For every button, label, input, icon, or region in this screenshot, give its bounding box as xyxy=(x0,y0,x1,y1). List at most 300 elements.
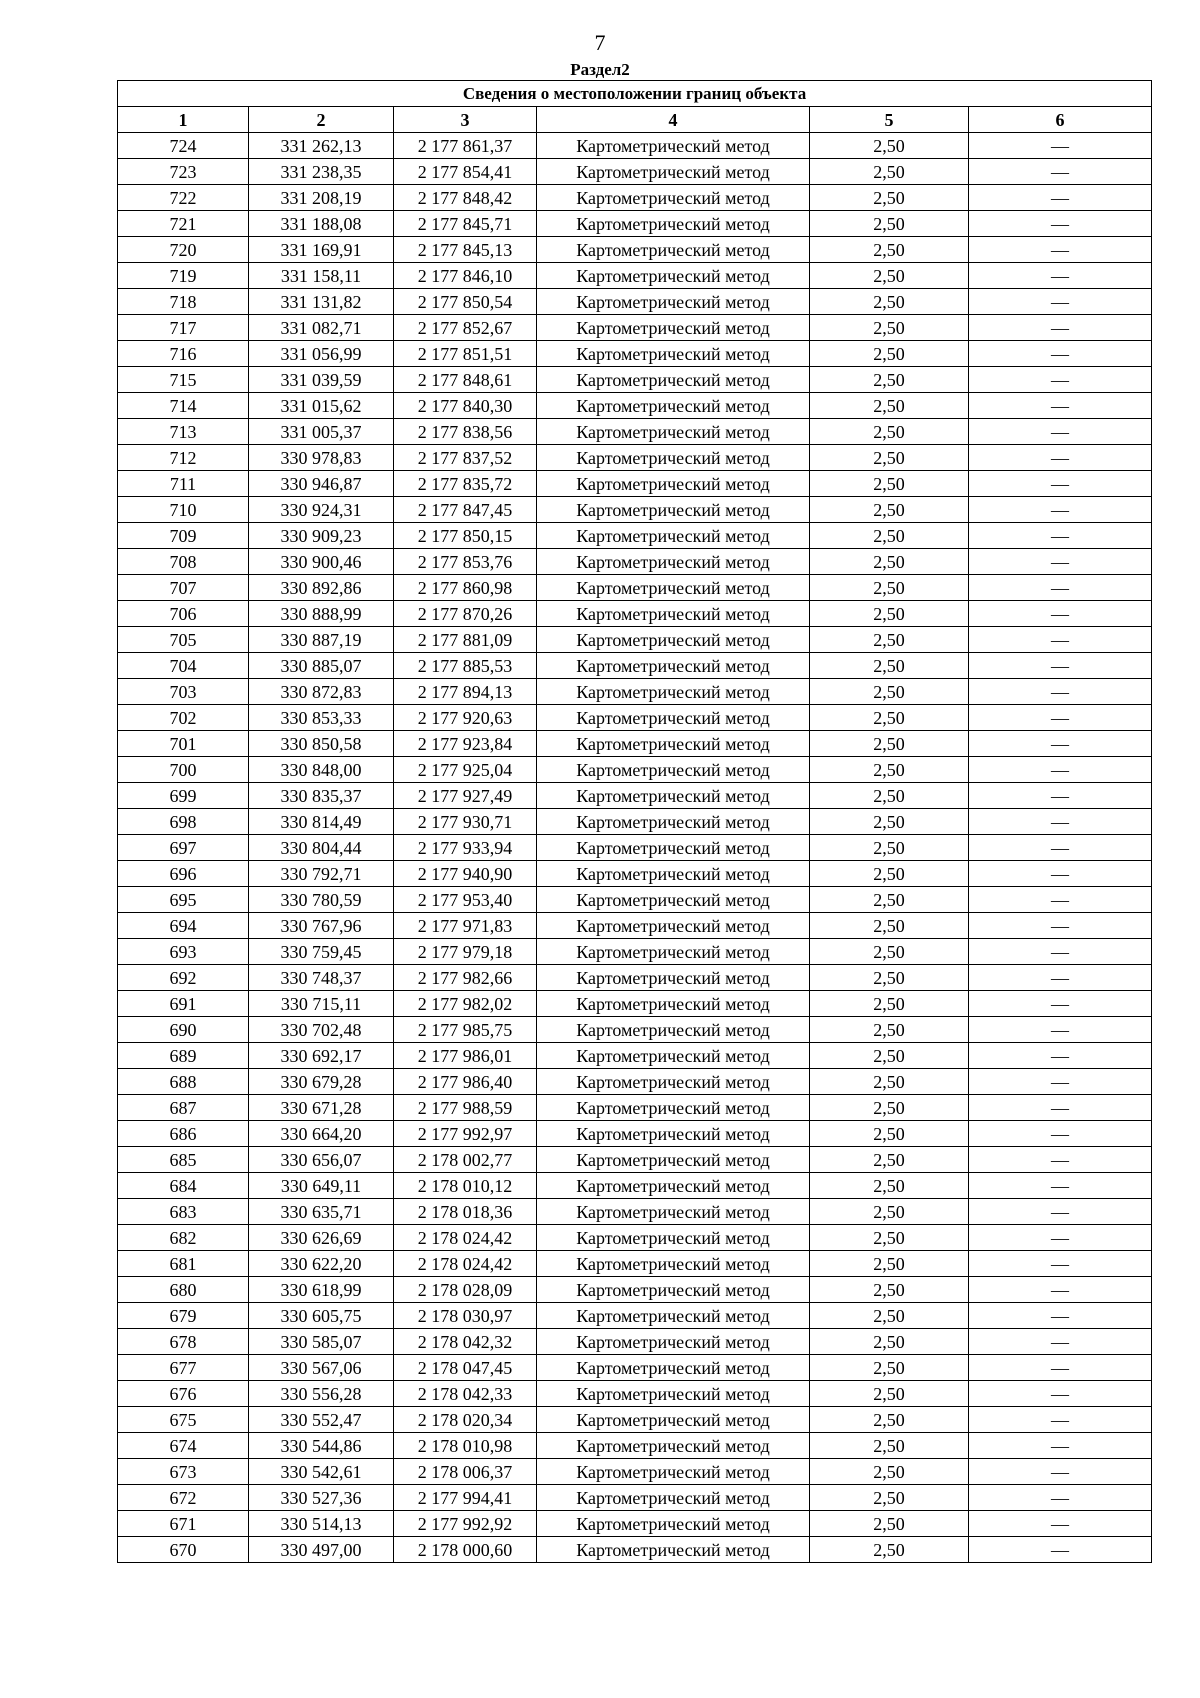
accuracy-cell: 2,50 xyxy=(810,1485,969,1511)
table-row xyxy=(118,1381,1152,1407)
description-cell: — xyxy=(969,367,1152,393)
point-number-cell: 710 xyxy=(118,497,249,523)
point-number-cell: 694 xyxy=(118,913,249,939)
x-coordinate-cell: 330 835,37 xyxy=(249,783,394,809)
point-number-cell: 718 xyxy=(118,289,249,315)
x-coordinate-cell: 330 848,00 xyxy=(249,757,394,783)
x-coordinate-cell: 330 544,86 xyxy=(249,1433,394,1459)
method-cell: Картометрический метод xyxy=(537,133,810,159)
table-row xyxy=(118,679,1152,705)
x-coordinate-cell: 330 872,83 xyxy=(249,679,394,705)
point-number-cell: 676 xyxy=(118,1381,249,1407)
accuracy-cell: 2,50 xyxy=(810,809,969,835)
table-row xyxy=(118,523,1152,549)
accuracy-cell: 2,50 xyxy=(810,1407,969,1433)
accuracy-cell: 2,50 xyxy=(810,315,969,341)
method-cell: Картометрический метод xyxy=(537,939,810,965)
method-cell: Картометрический метод xyxy=(537,1017,810,1043)
method-cell: Картометрический метод xyxy=(537,1459,810,1485)
x-coordinate-cell: 330 885,07 xyxy=(249,653,394,679)
table-row xyxy=(118,1043,1152,1069)
point-number-cell: 673 xyxy=(118,1459,249,1485)
method-cell: Картометрический метод xyxy=(537,1537,810,1563)
y-coordinate-cell: 2 178 028,09 xyxy=(394,1277,537,1303)
description-cell: — xyxy=(969,887,1152,913)
x-coordinate-cell: 330 702,48 xyxy=(249,1017,394,1043)
y-coordinate-cell: 2 178 020,34 xyxy=(394,1407,537,1433)
point-number-cell: 704 xyxy=(118,653,249,679)
point-number-cell: 701 xyxy=(118,731,249,757)
description-cell: — xyxy=(969,185,1152,211)
method-cell: Картометрический метод xyxy=(537,1121,810,1147)
table-row xyxy=(118,705,1152,731)
accuracy-cell: 2,50 xyxy=(810,939,969,965)
method-cell: Картометрический метод xyxy=(537,705,810,731)
y-coordinate-cell: 2 177 850,15 xyxy=(394,523,537,549)
accuracy-cell: 2,50 xyxy=(810,1381,969,1407)
y-coordinate-cell: 2 177 982,02 xyxy=(394,991,537,1017)
point-number-cell: 715 xyxy=(118,367,249,393)
description-cell: — xyxy=(969,705,1152,731)
accuracy-cell: 2,50 xyxy=(810,393,969,419)
column-header: 6 xyxy=(969,107,1152,133)
point-number-cell: 711 xyxy=(118,471,249,497)
accuracy-cell: 2,50 xyxy=(810,549,969,575)
description-cell: — xyxy=(969,653,1152,679)
method-cell: Картометрический метод xyxy=(537,1485,810,1511)
point-number-cell: 670 xyxy=(118,1537,249,1563)
x-coordinate-cell: 330 649,11 xyxy=(249,1173,394,1199)
table-row xyxy=(118,1407,1152,1433)
description-cell: — xyxy=(969,601,1152,627)
table-row xyxy=(118,1511,1152,1537)
accuracy-cell: 2,50 xyxy=(810,1303,969,1329)
description-cell: — xyxy=(969,523,1152,549)
method-cell: Картометрический метод xyxy=(537,809,810,835)
x-coordinate-cell: 330 567,06 xyxy=(249,1355,394,1381)
method-cell: Картометрический метод xyxy=(537,1277,810,1303)
x-coordinate-cell: 330 552,47 xyxy=(249,1407,394,1433)
y-coordinate-cell: 2 177 920,63 xyxy=(394,705,537,731)
method-cell: Картометрический метод xyxy=(537,523,810,549)
y-coordinate-cell: 2 177 835,72 xyxy=(394,471,537,497)
method-cell: Картометрический метод xyxy=(537,1511,810,1537)
description-cell: — xyxy=(969,1485,1152,1511)
method-cell: Картометрический метод xyxy=(537,1225,810,1251)
column-header: 4 xyxy=(537,107,810,133)
y-coordinate-cell: 2 178 018,36 xyxy=(394,1199,537,1225)
description-cell: — xyxy=(969,1147,1152,1173)
y-coordinate-cell: 2 178 010,12 xyxy=(394,1173,537,1199)
description-cell: — xyxy=(969,549,1152,575)
table-row xyxy=(118,159,1152,185)
x-coordinate-cell: 330 888,99 xyxy=(249,601,394,627)
description-cell: — xyxy=(969,1199,1152,1225)
accuracy-cell: 2,50 xyxy=(810,237,969,263)
y-coordinate-cell: 2 177 860,98 xyxy=(394,575,537,601)
accuracy-cell: 2,50 xyxy=(810,757,969,783)
accuracy-cell: 2,50 xyxy=(810,1043,969,1069)
method-cell: Картометрический метод xyxy=(537,393,810,419)
x-coordinate-cell: 331 238,35 xyxy=(249,159,394,185)
description-cell: — xyxy=(969,1381,1152,1407)
point-number-cell: 678 xyxy=(118,1329,249,1355)
page-number: 7 xyxy=(594,30,606,55)
accuracy-cell: 2,50 xyxy=(810,1537,969,1563)
table-row xyxy=(118,939,1152,965)
point-number-cell: 719 xyxy=(118,263,249,289)
accuracy-cell: 2,50 xyxy=(810,965,969,991)
table-caption: Сведения о местоположении границ объекта xyxy=(118,81,1152,107)
table-row xyxy=(118,1173,1152,1199)
point-number-cell: 714 xyxy=(118,393,249,419)
description-cell: — xyxy=(969,1069,1152,1095)
x-coordinate-cell: 330 679,28 xyxy=(249,1069,394,1095)
point-number-cell: 724 xyxy=(118,133,249,159)
y-coordinate-cell: 2 178 024,42 xyxy=(394,1251,537,1277)
method-cell: Картометрический метод xyxy=(537,835,810,861)
point-number-cell: 675 xyxy=(118,1407,249,1433)
point-number-cell: 686 xyxy=(118,1121,249,1147)
method-cell: Картометрический метод xyxy=(537,757,810,783)
y-coordinate-cell: 2 178 047,45 xyxy=(394,1355,537,1381)
accuracy-cell: 2,50 xyxy=(810,1199,969,1225)
point-number-cell: 717 xyxy=(118,315,249,341)
table-row xyxy=(118,1017,1152,1043)
description-cell: — xyxy=(969,1095,1152,1121)
table-row xyxy=(118,1121,1152,1147)
x-coordinate-cell: 331 169,91 xyxy=(249,237,394,263)
method-cell: Картометрический метод xyxy=(537,913,810,939)
accuracy-cell: 2,50 xyxy=(810,159,969,185)
table-row xyxy=(118,133,1152,159)
description-cell: — xyxy=(969,1303,1152,1329)
x-coordinate-cell: 330 656,07 xyxy=(249,1147,394,1173)
accuracy-cell: 2,50 xyxy=(810,1355,969,1381)
table-row xyxy=(118,1069,1152,1095)
point-number-cell: 688 xyxy=(118,1069,249,1095)
y-coordinate-cell: 2 177 971,83 xyxy=(394,913,537,939)
point-number-cell: 696 xyxy=(118,861,249,887)
method-cell: Картометрический метод xyxy=(537,1407,810,1433)
description-cell: — xyxy=(969,731,1152,757)
accuracy-cell: 2,50 xyxy=(810,133,969,159)
accuracy-cell: 2,50 xyxy=(810,367,969,393)
point-number-cell: 683 xyxy=(118,1199,249,1225)
x-coordinate-cell: 330 748,37 xyxy=(249,965,394,991)
y-coordinate-cell: 2 177 840,30 xyxy=(394,393,537,419)
method-cell: Картометрический метод xyxy=(537,237,810,263)
y-coordinate-cell: 2 177 986,01 xyxy=(394,1043,537,1069)
accuracy-cell: 2,50 xyxy=(810,861,969,887)
method-cell: Картометрический метод xyxy=(537,1329,810,1355)
x-coordinate-cell: 330 900,46 xyxy=(249,549,394,575)
y-coordinate-cell: 2 177 985,75 xyxy=(394,1017,537,1043)
y-coordinate-cell: 2 178 042,33 xyxy=(394,1381,537,1407)
table-row xyxy=(118,783,1152,809)
method-cell: Картометрический метод xyxy=(537,887,810,913)
description-cell: — xyxy=(969,783,1152,809)
description-cell: — xyxy=(969,1537,1152,1563)
point-number-cell: 693 xyxy=(118,939,249,965)
point-number-cell: 721 xyxy=(118,211,249,237)
method-cell: Картометрический метод xyxy=(537,627,810,653)
table-row xyxy=(118,341,1152,367)
accuracy-cell: 2,50 xyxy=(810,1069,969,1095)
description-cell: — xyxy=(969,939,1152,965)
method-cell: Картометрический метод xyxy=(537,1199,810,1225)
x-coordinate-cell: 330 814,49 xyxy=(249,809,394,835)
table-row xyxy=(118,601,1152,627)
point-number-cell: 712 xyxy=(118,445,249,471)
method-cell: Картометрический метод xyxy=(537,1147,810,1173)
table-row xyxy=(118,731,1152,757)
method-cell: Картометрический метод xyxy=(537,575,810,601)
point-number-cell: 680 xyxy=(118,1277,249,1303)
x-coordinate-cell: 330 622,20 xyxy=(249,1251,394,1277)
y-coordinate-cell: 2 177 953,40 xyxy=(394,887,537,913)
accuracy-cell: 2,50 xyxy=(810,1329,969,1355)
accuracy-cell: 2,50 xyxy=(810,1147,969,1173)
description-cell: — xyxy=(969,497,1152,523)
point-number-cell: 674 xyxy=(118,1433,249,1459)
y-coordinate-cell: 2 177 994,41 xyxy=(394,1485,537,1511)
x-coordinate-cell: 330 850,58 xyxy=(249,731,394,757)
table-header-row xyxy=(118,107,1152,133)
accuracy-cell: 2,50 xyxy=(810,1251,969,1277)
table-caption-row xyxy=(118,81,1152,107)
description-cell: — xyxy=(969,913,1152,939)
accuracy-cell: 2,50 xyxy=(810,445,969,471)
table-row xyxy=(118,991,1152,1017)
table-row xyxy=(118,1459,1152,1485)
method-cell: Картометрический метод xyxy=(537,1095,810,1121)
point-number-cell: 672 xyxy=(118,1485,249,1511)
table-row xyxy=(118,1485,1152,1511)
method-cell: Картометрический метод xyxy=(537,1251,810,1277)
y-coordinate-cell: 2 177 979,18 xyxy=(394,939,537,965)
description-cell: — xyxy=(969,965,1152,991)
accuracy-cell: 2,50 xyxy=(810,835,969,861)
table-row xyxy=(118,185,1152,211)
point-number-cell: 709 xyxy=(118,523,249,549)
x-coordinate-cell: 331 015,62 xyxy=(249,393,394,419)
y-coordinate-cell: 2 177 851,51 xyxy=(394,341,537,367)
y-coordinate-cell: 2 177 925,04 xyxy=(394,757,537,783)
method-cell: Картометрический метод xyxy=(537,861,810,887)
table-row xyxy=(118,1433,1152,1459)
table-row xyxy=(118,1251,1152,1277)
description-cell: — xyxy=(969,471,1152,497)
x-coordinate-cell: 330 780,59 xyxy=(249,887,394,913)
accuracy-cell: 2,50 xyxy=(810,1459,969,1485)
description-cell: — xyxy=(969,575,1152,601)
accuracy-cell: 2,50 xyxy=(810,497,969,523)
x-coordinate-cell: 331 039,59 xyxy=(249,367,394,393)
y-coordinate-cell: 2 178 024,42 xyxy=(394,1225,537,1251)
x-coordinate-cell: 330 946,87 xyxy=(249,471,394,497)
method-cell: Картометрический метод xyxy=(537,211,810,237)
point-number-cell: 723 xyxy=(118,159,249,185)
description-cell: — xyxy=(969,211,1152,237)
method-cell: Картометрический метод xyxy=(537,497,810,523)
description-cell: — xyxy=(969,1459,1152,1485)
table-row xyxy=(118,497,1152,523)
x-coordinate-cell: 331 082,71 xyxy=(249,315,394,341)
method-cell: Картометрический метод xyxy=(537,185,810,211)
x-coordinate-cell: 330 692,17 xyxy=(249,1043,394,1069)
accuracy-cell: 2,50 xyxy=(810,419,969,445)
point-number-cell: 705 xyxy=(118,627,249,653)
description-cell: — xyxy=(969,159,1152,185)
description-cell: — xyxy=(969,1043,1152,1069)
table-row xyxy=(118,575,1152,601)
point-number-cell: 699 xyxy=(118,783,249,809)
x-coordinate-cell: 330 978,83 xyxy=(249,445,394,471)
description-cell: — xyxy=(969,1121,1152,1147)
point-number-cell: 671 xyxy=(118,1511,249,1537)
description-cell: — xyxy=(969,419,1152,445)
x-coordinate-cell: 331 208,19 xyxy=(249,185,394,211)
description-cell: — xyxy=(969,237,1152,263)
point-number-cell: 690 xyxy=(118,1017,249,1043)
x-coordinate-cell: 331 056,99 xyxy=(249,341,394,367)
accuracy-cell: 2,50 xyxy=(810,679,969,705)
column-header: 3 xyxy=(394,107,537,133)
y-coordinate-cell: 2 177 848,42 xyxy=(394,185,537,211)
x-coordinate-cell: 330 887,19 xyxy=(249,627,394,653)
x-coordinate-cell: 330 671,28 xyxy=(249,1095,394,1121)
description-cell: — xyxy=(969,1173,1152,1199)
method-cell: Картометрический метод xyxy=(537,731,810,757)
method-cell: Картометрический метод xyxy=(537,679,810,705)
point-number-cell: 716 xyxy=(118,341,249,367)
y-coordinate-cell: 2 177 988,59 xyxy=(394,1095,537,1121)
y-coordinate-cell: 2 178 000,60 xyxy=(394,1537,537,1563)
description-cell: — xyxy=(969,1511,1152,1537)
x-coordinate-cell: 330 626,69 xyxy=(249,1225,394,1251)
x-coordinate-cell: 330 853,33 xyxy=(249,705,394,731)
description-cell: — xyxy=(969,289,1152,315)
point-number-cell: 691 xyxy=(118,991,249,1017)
accuracy-cell: 2,50 xyxy=(810,1511,969,1537)
table-row xyxy=(118,627,1152,653)
point-number-cell: 708 xyxy=(118,549,249,575)
y-coordinate-cell: 2 177 930,71 xyxy=(394,809,537,835)
method-cell: Картометрический метод xyxy=(537,263,810,289)
description-cell: — xyxy=(969,1277,1152,1303)
description-cell: — xyxy=(969,991,1152,1017)
point-number-cell: 692 xyxy=(118,965,249,991)
x-coordinate-cell: 331 188,08 xyxy=(249,211,394,237)
y-coordinate-cell: 2 177 940,90 xyxy=(394,861,537,887)
point-number-cell: 684 xyxy=(118,1173,249,1199)
table-row xyxy=(118,393,1152,419)
x-coordinate-cell: 331 131,82 xyxy=(249,289,394,315)
table-row xyxy=(118,1095,1152,1121)
accuracy-cell: 2,50 xyxy=(810,1095,969,1121)
method-cell: Картометрический метод xyxy=(537,445,810,471)
method-cell: Картометрический метод xyxy=(537,783,810,809)
description-cell: — xyxy=(969,861,1152,887)
table-row xyxy=(118,419,1152,445)
method-cell: Картометрический метод xyxy=(537,367,810,393)
point-number-cell: 698 xyxy=(118,809,249,835)
table-row xyxy=(118,1303,1152,1329)
table-row xyxy=(118,809,1152,835)
method-cell: Картометрический метод xyxy=(537,991,810,1017)
x-coordinate-cell: 330 767,96 xyxy=(249,913,394,939)
description-cell: — xyxy=(969,679,1152,705)
accuracy-cell: 2,50 xyxy=(810,185,969,211)
table-row xyxy=(118,1225,1152,1251)
description-cell: — xyxy=(969,1251,1152,1277)
y-coordinate-cell: 2 177 850,54 xyxy=(394,289,537,315)
x-coordinate-cell: 330 924,31 xyxy=(249,497,394,523)
x-coordinate-cell: 330 759,45 xyxy=(249,939,394,965)
x-coordinate-cell: 330 635,71 xyxy=(249,1199,394,1225)
boundary-coordinates-table xyxy=(117,80,1152,1563)
method-cell: Картометрический метод xyxy=(537,471,810,497)
method-cell: Картометрический метод xyxy=(537,1303,810,1329)
table-row xyxy=(118,549,1152,575)
point-number-cell: 722 xyxy=(118,185,249,211)
accuracy-cell: 2,50 xyxy=(810,731,969,757)
y-coordinate-cell: 2 177 848,61 xyxy=(394,367,537,393)
accuracy-cell: 2,50 xyxy=(810,887,969,913)
table-row xyxy=(118,1537,1152,1563)
y-coordinate-cell: 2 178 010,98 xyxy=(394,1433,537,1459)
y-coordinate-cell: 2 177 870,26 xyxy=(394,601,537,627)
x-coordinate-cell: 330 618,99 xyxy=(249,1277,394,1303)
column-header: 2 xyxy=(249,107,394,133)
point-number-cell: 707 xyxy=(118,575,249,601)
y-coordinate-cell: 2 177 986,40 xyxy=(394,1069,537,1095)
method-cell: Картометрический метод xyxy=(537,1173,810,1199)
point-number-cell: 687 xyxy=(118,1095,249,1121)
accuracy-cell: 2,50 xyxy=(810,341,969,367)
accuracy-cell: 2,50 xyxy=(810,1433,969,1459)
y-coordinate-cell: 2 177 853,76 xyxy=(394,549,537,575)
point-number-cell: 702 xyxy=(118,705,249,731)
method-cell: Картометрический метод xyxy=(537,341,810,367)
point-number-cell: 677 xyxy=(118,1355,249,1381)
x-coordinate-cell: 330 892,86 xyxy=(249,575,394,601)
table-row xyxy=(118,1147,1152,1173)
point-number-cell: 689 xyxy=(118,1043,249,1069)
point-number-cell: 681 xyxy=(118,1251,249,1277)
table-row xyxy=(118,211,1152,237)
point-number-cell: 700 xyxy=(118,757,249,783)
description-cell: — xyxy=(969,757,1152,783)
description-cell: — xyxy=(969,1355,1152,1381)
table-row xyxy=(118,861,1152,887)
description-cell: — xyxy=(969,1329,1152,1355)
x-coordinate-cell: 330 556,28 xyxy=(249,1381,394,1407)
x-coordinate-cell: 331 262,13 xyxy=(249,133,394,159)
description-cell: — xyxy=(969,133,1152,159)
x-coordinate-cell: 330 605,75 xyxy=(249,1303,394,1329)
table-row xyxy=(118,835,1152,861)
y-coordinate-cell: 2 177 923,84 xyxy=(394,731,537,757)
y-coordinate-cell: 2 177 837,52 xyxy=(394,445,537,471)
accuracy-cell: 2,50 xyxy=(810,1225,969,1251)
point-number-cell: 713 xyxy=(118,419,249,445)
y-coordinate-cell: 2 177 854,41 xyxy=(394,159,537,185)
y-coordinate-cell: 2 178 030,97 xyxy=(394,1303,537,1329)
x-coordinate-cell: 330 527,36 xyxy=(249,1485,394,1511)
x-coordinate-cell: 330 542,61 xyxy=(249,1459,394,1485)
